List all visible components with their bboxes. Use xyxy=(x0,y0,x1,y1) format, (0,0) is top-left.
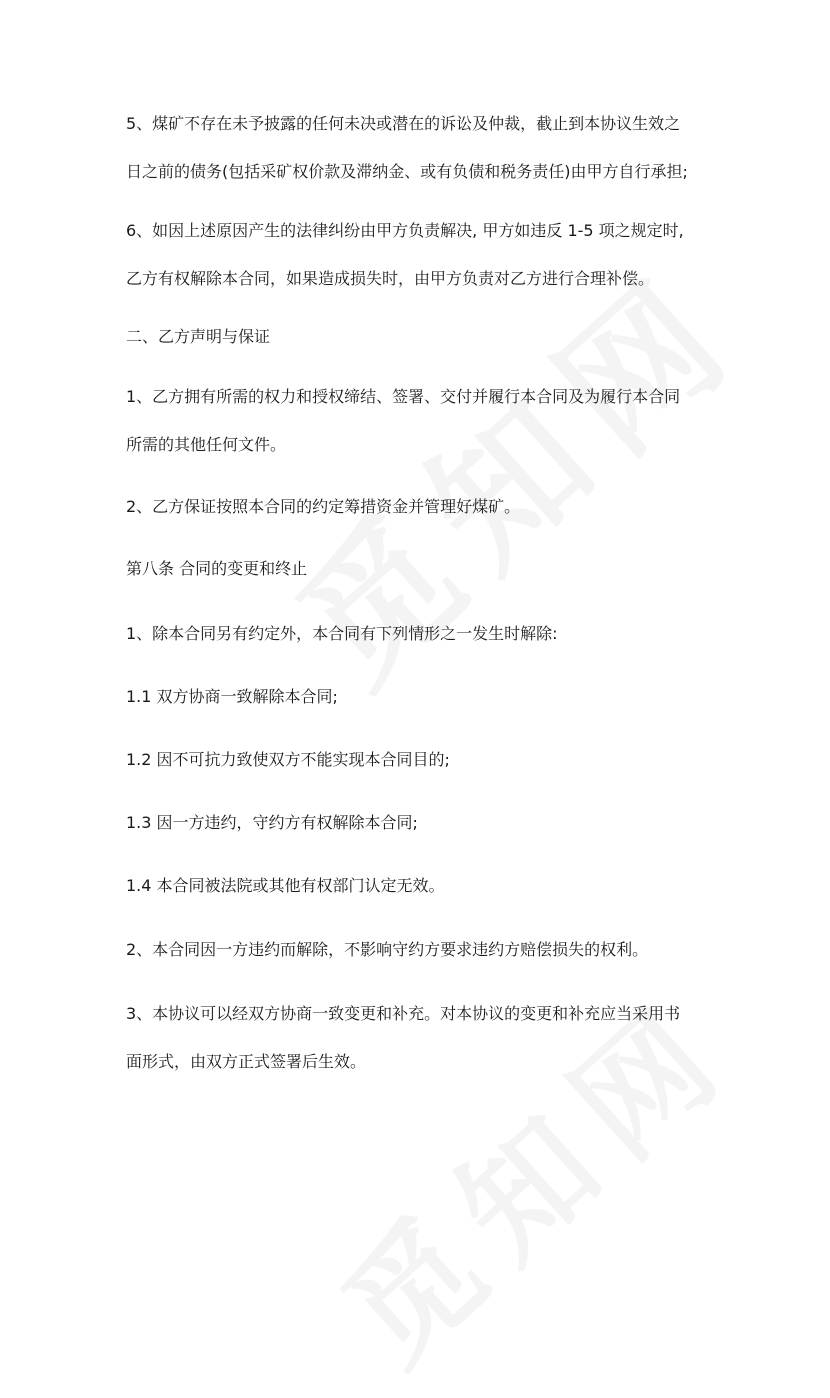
text-line: 第八条 合同的变更和终止 xyxy=(126,559,308,578)
text-line: 1.3 因一方违约，守约方有权解除本合同; xyxy=(126,813,418,832)
paragraph-seller-warranty-6 xyxy=(126,207,716,303)
article-heading-8 xyxy=(126,545,716,593)
text-line: 1、除本合同另有约定外，本合同有下列情形之一发生时解除: xyxy=(126,624,558,643)
paragraph-buyer-warranty-2 xyxy=(126,483,716,531)
text-line: 1.1 双方协商一致解除本合同; xyxy=(126,687,338,706)
text-line: 乙方有权解除本合同，如果造成损失时，由甲方负责对乙方进行合理补偿。 xyxy=(126,269,655,288)
paragraph-termination-3 xyxy=(126,990,716,1086)
paragraph-termination-1-2 xyxy=(126,736,716,784)
text-line: 1.4 本合同被法院或其他有权部门认定无效。 xyxy=(126,876,445,895)
paragraph-termination-1 xyxy=(126,610,716,658)
text-line: 二、乙方声明与保证 xyxy=(126,327,271,346)
section-heading-buyer-warranties xyxy=(126,313,716,361)
paragraph-termination-1-3 xyxy=(126,799,716,847)
text-line: 6、如因上述原因产生的法律纠纷由甲方负责解决, 甲方如违反 1-5 项之规定时, xyxy=(126,221,684,240)
paragraph-termination-1-4 xyxy=(126,862,716,910)
paragraph-buyer-warranty-1 xyxy=(126,373,716,469)
text-line: 面形式，由双方正式签署后生效。 xyxy=(126,1052,367,1071)
paragraph-termination-2 xyxy=(126,926,716,974)
paragraph-seller-warranty-5 xyxy=(126,100,716,196)
paragraph-termination-1-1 xyxy=(126,673,716,721)
text-line: 2、本合同因一方违约而解除，不影响守约方要求违约方赔偿损失的权利。 xyxy=(126,940,649,959)
text-line: 所需的其他任何文件。 xyxy=(126,435,287,454)
text-line: 日之前的债务(包括采矿权价款及滞纳金、或有负债和税务责任)由甲方自行承担; xyxy=(126,162,688,181)
text-line: 1、乙方拥有所需的权力和授权缔结、签署、交付并履行本合同及为履行本合同 xyxy=(126,387,681,406)
text-line: 3、本协议可以经双方协商一致变更和补充。对本协议的变更和补充应当采用书 xyxy=(126,1004,681,1023)
text-line: 5、煤矿不存在未予披露的任何未决或潜在的诉讼及仲裁，截止到本协议生效之 xyxy=(126,114,681,133)
text-line: 2、乙方保证按照本合同的约定筹措资金并管理好煤矿。 xyxy=(126,497,521,516)
text-line: 1.2 因不可抗力致使双方不能实现本合同目的; xyxy=(126,750,450,769)
